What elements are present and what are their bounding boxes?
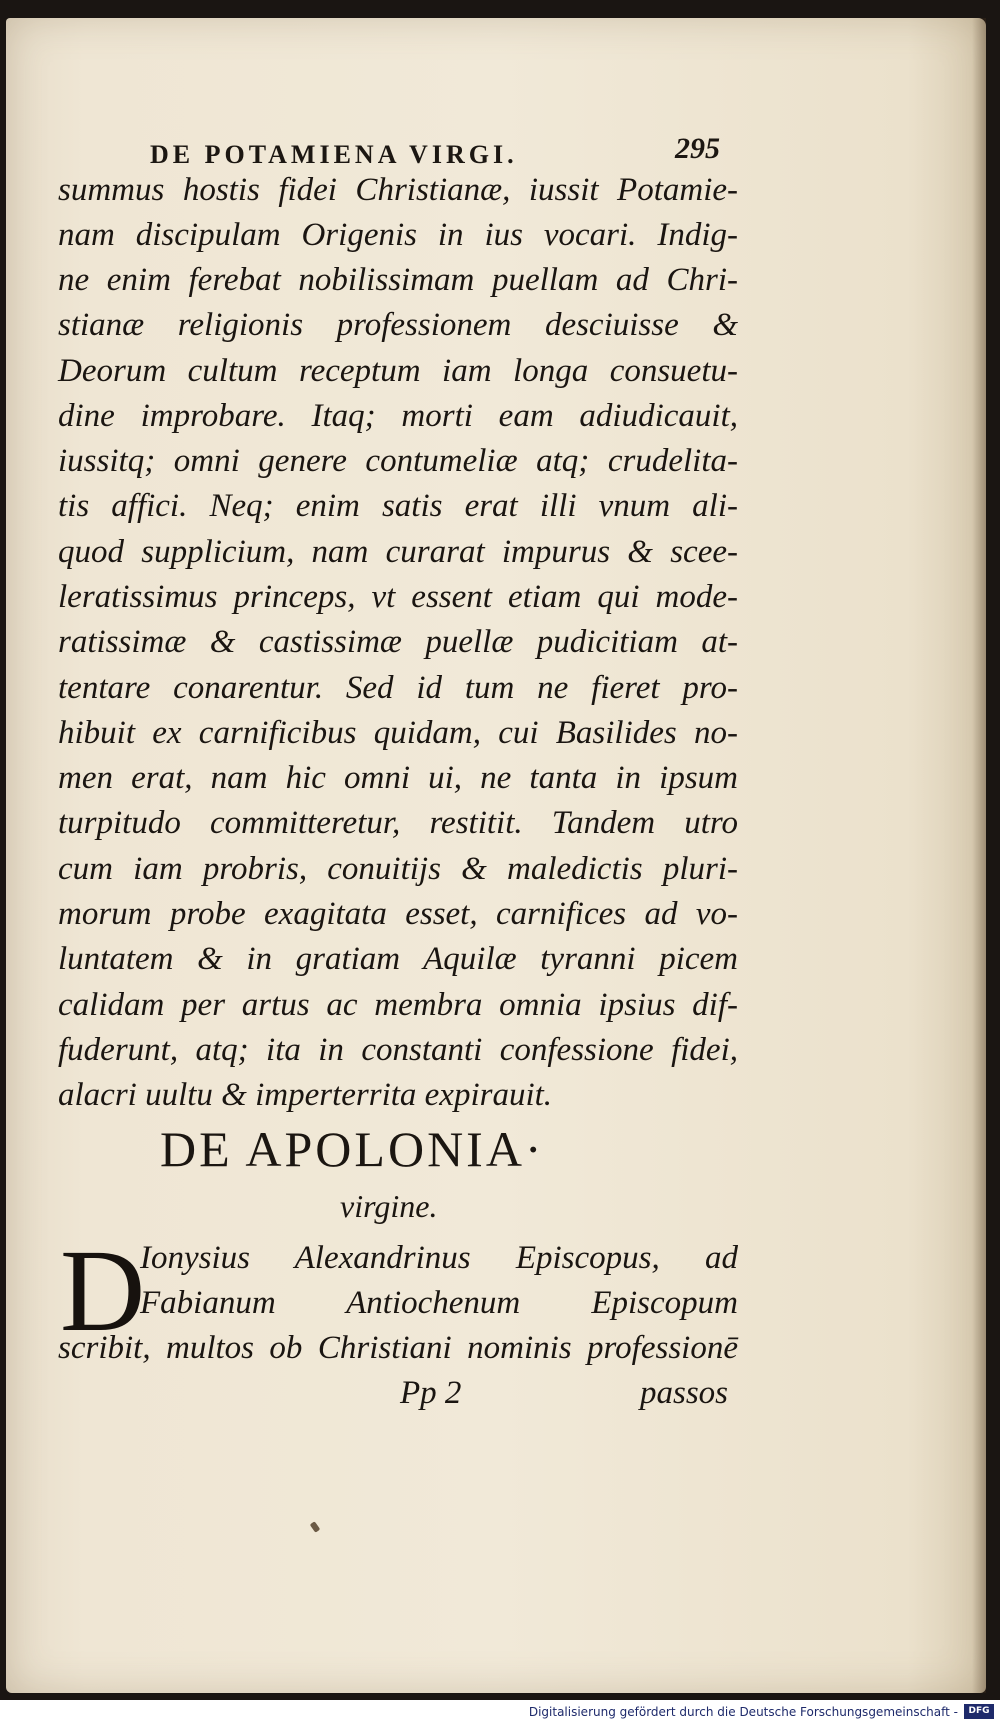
body-line: luntatem & in gratiam Aquilæ tyranni picem: [58, 941, 738, 977]
body-line: summus hostis fidei Christianæ, iussit Potamie-: [58, 172, 738, 208]
section-subheading: virgine.: [340, 1188, 438, 1224]
body-line: turpitudo committeretur, restitit. Tandem utro: [58, 805, 738, 841]
body-line: men erat, nam hic omni ui, ne tanta in ipsum: [58, 760, 738, 796]
section-line: Ionysius Alexandrinus Episcopus, ad: [140, 1240, 738, 1276]
section-line: Fabianum Antiochenum Episcopum: [140, 1285, 738, 1321]
section-heading: DE APOLONIA·: [160, 1121, 545, 1177]
body-line: morum probe exagitata esset, carnifices ad vo-: [58, 896, 738, 932]
body-line: Deorum cultum receptum iam longa consuetu-: [58, 353, 738, 389]
body-line: ratissimæ & castissimæ puellæ pudicitiam at-: [58, 624, 738, 660]
body-line: hibuit ex carnificibus quidam, cui Basilides no-: [58, 715, 738, 751]
body-line: dine improbare. Itaq; morti eam adiudicauit,: [58, 398, 738, 434]
body-line: iussitq; omni genere contumeliæ atq; crudelita-: [58, 443, 738, 479]
body-line: quod supplicium, nam curarat impurus & scee-: [58, 534, 738, 570]
catchword: passos: [640, 1375, 729, 1411]
body-line-last: alacri uultu & imperterrita expirauit.: [58, 1077, 553, 1113]
dfg-logo: DFG: [964, 1704, 994, 1719]
page-number: 295: [675, 132, 720, 165]
section-line: scribit, multos ob Christiani nominis professionē: [58, 1330, 738, 1366]
drop-initial: D: [60, 1225, 146, 1356]
body-line: fuderunt, atq; ita in constanti confessione fidei,: [58, 1032, 738, 1068]
body-line: tis affici. Neq; enim satis erat illi vnum ali-: [58, 488, 738, 524]
body-line: leratissimus princeps, vt essent etiam qui mode-: [58, 579, 738, 615]
footer-bar: [0, 1700, 1000, 1725]
running-head: DE POTAMIENA VIRGI.: [150, 140, 518, 169]
funding-credit: Digitalisierung gefördert durch die Deutsche Forschungsgemeinschaft -: [528, 1705, 958, 1719]
body-line: stianæ religionis professionem desciuisse &: [58, 307, 738, 343]
signature-mark: Pp 2: [400, 1375, 462, 1411]
body-line: calidam per artus ac membra omnia ipsius dif-: [58, 987, 738, 1023]
body-line: ne enim ferebat nobilissimam puellam ad Chri-: [58, 262, 738, 298]
body-line: cum iam probris, conuitijs & maledictis pluri-: [58, 851, 738, 887]
body-line: nam discipulam Origenis in ius vocari. Indig-: [58, 217, 738, 253]
page-edge-shadow: [972, 18, 986, 1693]
body-line: tentare conarentur. Sed id tum ne fieret pro-: [58, 670, 738, 706]
